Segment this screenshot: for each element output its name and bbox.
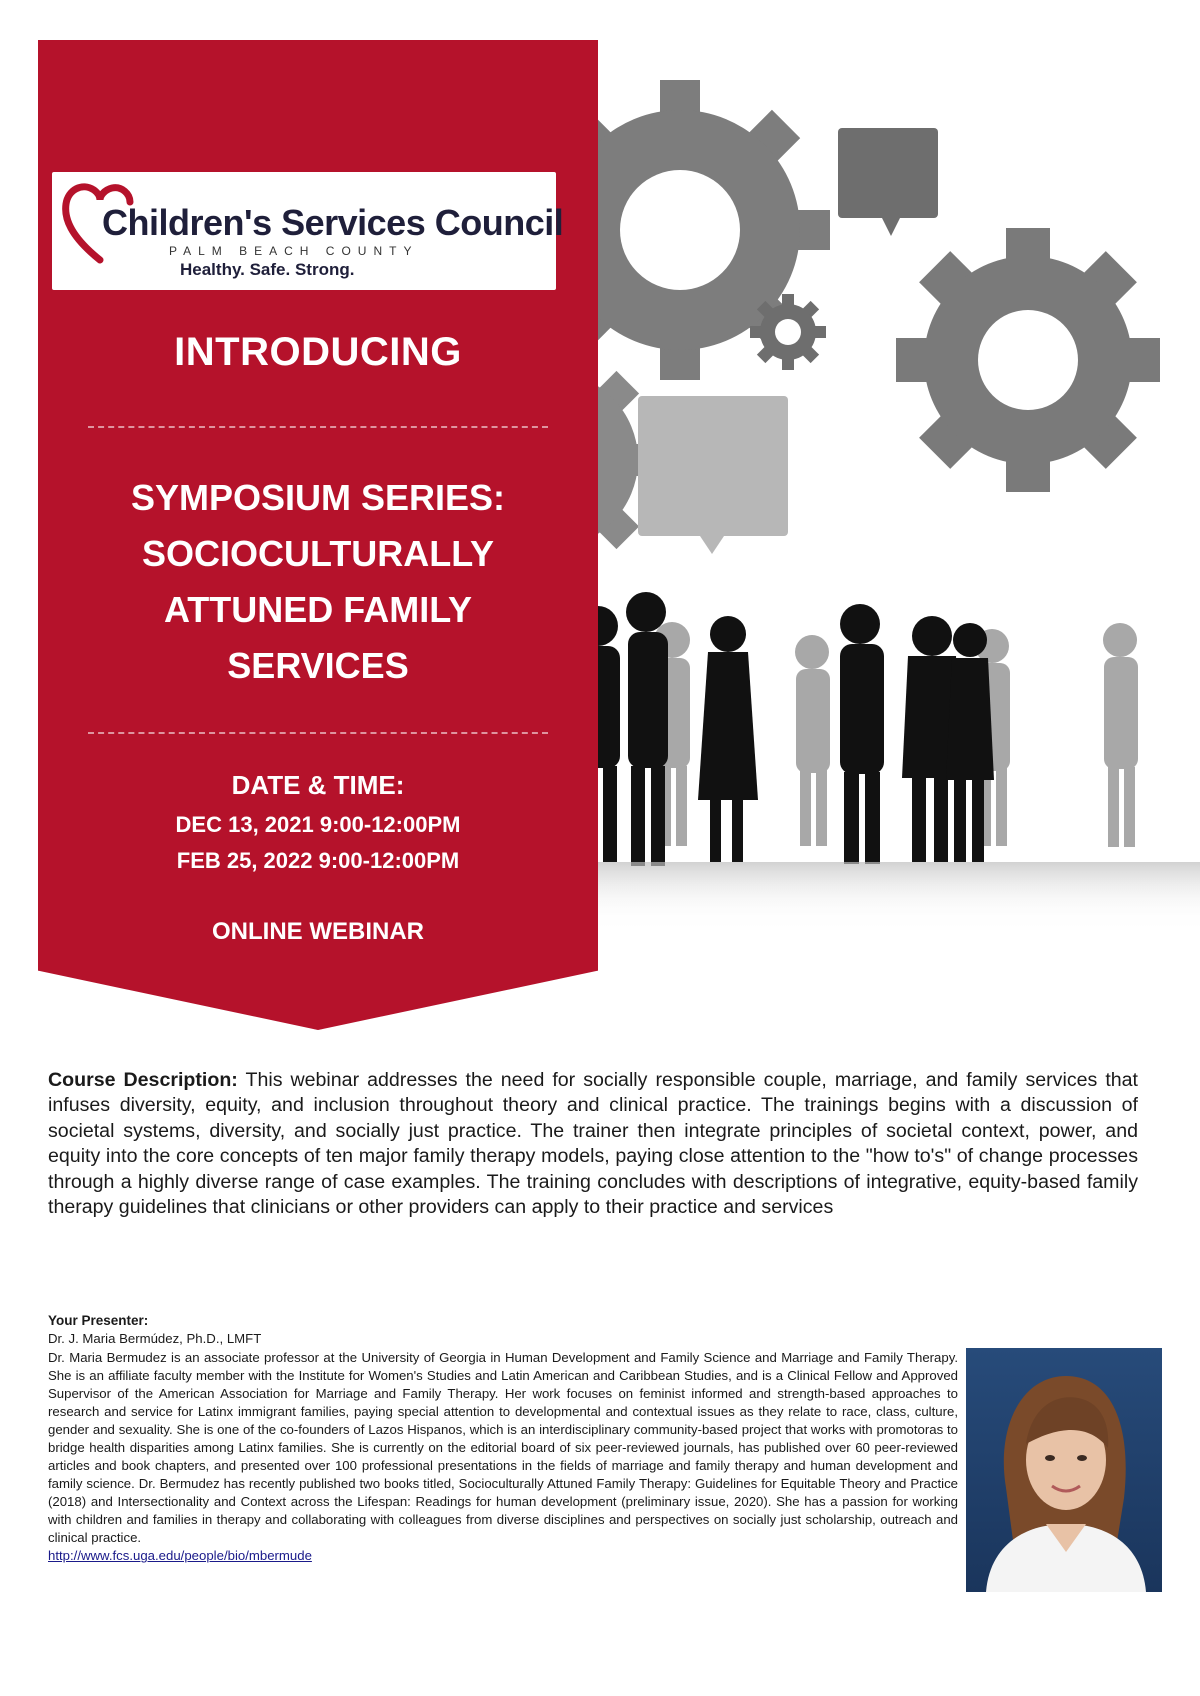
presenter-section	[48, 1312, 958, 1566]
title-line: ATTUNED FAMILY	[163, 589, 472, 630]
artwork	[560, 40, 1200, 1000]
presenter-photo	[966, 1348, 1162, 1592]
presenter-bio-link[interactable]: http://www.fcs.uga.edu/people/bio/mbermude	[48, 1548, 312, 1564]
title-line: SOCIOCULTURALLY	[141, 533, 494, 574]
title-line: SYMPOSIUM SERIES:	[130, 477, 506, 518]
session-date: FEB 25, 2022 9:00-12:00PM	[176, 848, 460, 873]
presenter-heading: Your Presenter:	[48, 1313, 149, 1328]
course-text: This webinar addresses the need for socially responsible couple, marriage, and family services that infuses diversity, equity, and inclusion throughout theory and clinical practice. The trainings begins with a discussion of societal systems, diversity, and socially just practice. The trainer then integrate principles of societal context, power, and equity into the core concepts of ten major family therapy models, paying close attention to the "how to's" of change processes through a highly diverse range of case examples. The training concludes with descriptions of integrative, equity-based family therapy guidelines that clinicians or other providers can apply to their practice and services	[48, 1069, 1139, 1219]
session-date: DEC 13, 2021 9:00-12:00PM	[175, 812, 461, 837]
people-silhouette-icon	[578, 592, 994, 866]
csc-logo	[52, 172, 564, 290]
course-description	[48, 1068, 1138, 1221]
title-line: SERVICES	[227, 645, 409, 686]
intro-heading: INTRODUCING	[174, 330, 462, 374]
gear-icon	[750, 294, 826, 370]
speech-bubble-icon	[638, 396, 788, 554]
format-label: ONLINE WEBINAR	[212, 918, 424, 945]
speech-bubble-icon	[838, 128, 938, 236]
date-time-label: DATE & TIME:	[231, 770, 405, 800]
logo-tagline: Healthy. Safe. Strong.	[180, 260, 355, 279]
presenter-bio: Dr. Maria Bermudez is an associate professor at the University of Georgia in Human Development and Family Science and Marriage and Family Therapy. She is an affiliate faculty member with the Institute for Women's Studies and Latin American and Caribbean Studies, and is a Clinical Fellow and Approved Supervisor of the American Association for Marriage and Family Therapy. Her work focuses on feminist informed and strength-based approaches to research and service for Latinx immigrant families, paying special attention to developmental and contextual issues as they relate to race, class, culture, gender and sexuality. She is one of the co-founders of Lazos Hispanos, which is an interdisciplinary community-based project that works with promotoras to bridge health disparities among Latinx families. She is currently on the editorial board of six peer-reviewed journals, has published over 60 peer-reviewed articles and book chapters, and presented over 100 professional presentations in the fields of marriage and family therapy and human development and family science. Dr. Bermudez has recently published two books titled, Socioculturally Attuned Family Therapy: Guidelines for Equitable Theory and Practice (2018) and Intersectionality and Context across the Lifespan: Readings for human development (preliminary issue, 2020). She has a passion for working with children and families in therapy and collaborating with colleagues from diverse disciplines and perspectives on socially just scholarship, outreach and clinical practice.	[48, 1349, 958, 1546]
divider	[88, 732, 548, 734]
divider	[88, 426, 548, 428]
gear-icon	[896, 228, 1160, 492]
logo-name: Children's Services Council	[102, 202, 564, 243]
presenter-name: Dr. J. Maria Bermúdez, Ph.D., LMFT	[48, 1331, 262, 1347]
logo-county: PALM BEACH COUNTY	[169, 244, 419, 258]
course-label: Course Description:	[48, 1069, 238, 1091]
